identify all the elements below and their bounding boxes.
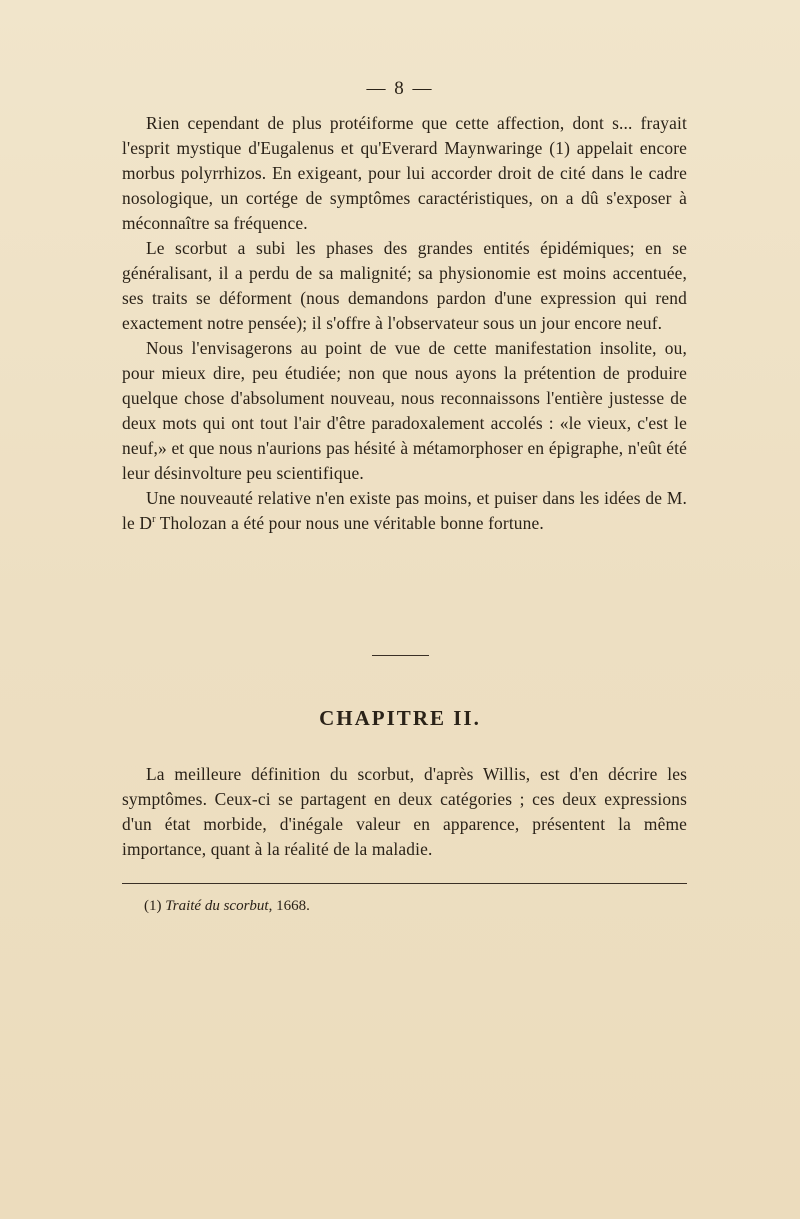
body-text-bottom [122,762,687,862]
footnote-number: (1) [144,898,162,914]
footnote-title: Traité du scorbut [165,898,269,914]
chapter-title: CHAPITRE II. [319,706,481,730]
paragraph-4 [122,486,687,536]
section-divider [372,655,429,656]
paragraph-4-text-a: Une nouveauté relative n'en existe pas moins, et puiser dans les idées de M. le D [122,488,687,533]
paragraph-1: Rien cependant de plus protéiforme que cette affection, dont s... frayait l'esprit mystique d'Eugalenus et qu'Everard Maynwaringe (1) appelait encore morbus polyrrhizos. En exigeant, pour lui accorder droit de cité dans le cadre nosologique, un cortége de symptômes caractéristiques, on a dû s'exposer à méconnaître sa fréquence. [122,113,687,233]
paragraph-2: Le scorbut a subi les phases des grandes entités épidémiques; en se généralisant, il a perdu de sa malignité; sa physionomie est moins accentuée, ses traits se déforment (nous demandons pardon d'une expression qui rend exactement notre pensée); il s'offre à l'observateur sous un jour encore neuf. [122,238,687,333]
paragraph-5: La meilleure définition du scorbut, d'après Willis, est d'en décrire les symptômes. Ceux-ci se partagent en deux catégories ; ces deux expressions d'un état morbide, d'inégale valeur en apparence, présentent la même importance, quant à la réalité de la maladie. [122,764,687,859]
page-number: — 8 — [366,78,434,99]
paragraph-3: Nous l'envisagerons au point de vue de cette manifestation insolite, ou, pour mieux dire, peu étudiée; non que nous ayons la prétention de produire quelque chose d'absolument nouveau, nous reconnaissons l'entière justesse de deux mots qui ont tout l'air d'être paradoxalement accolés : «le vieux, c'est le neuf,» et que nous n'aurions pas hésité à métamorphoser en épigraphe, n'eût été leur désinvolture peu scientifique. [122,338,687,483]
body-text-top [122,111,687,536]
paragraph-4-text-b: Tholozan a été pour nous une véritable bonne fortune. [155,513,544,533]
paragraph-4-superscript: r [152,514,156,526]
footnote-year: , 1668. [268,898,310,914]
footnote [144,898,310,915]
footnote-rule [122,883,687,884]
